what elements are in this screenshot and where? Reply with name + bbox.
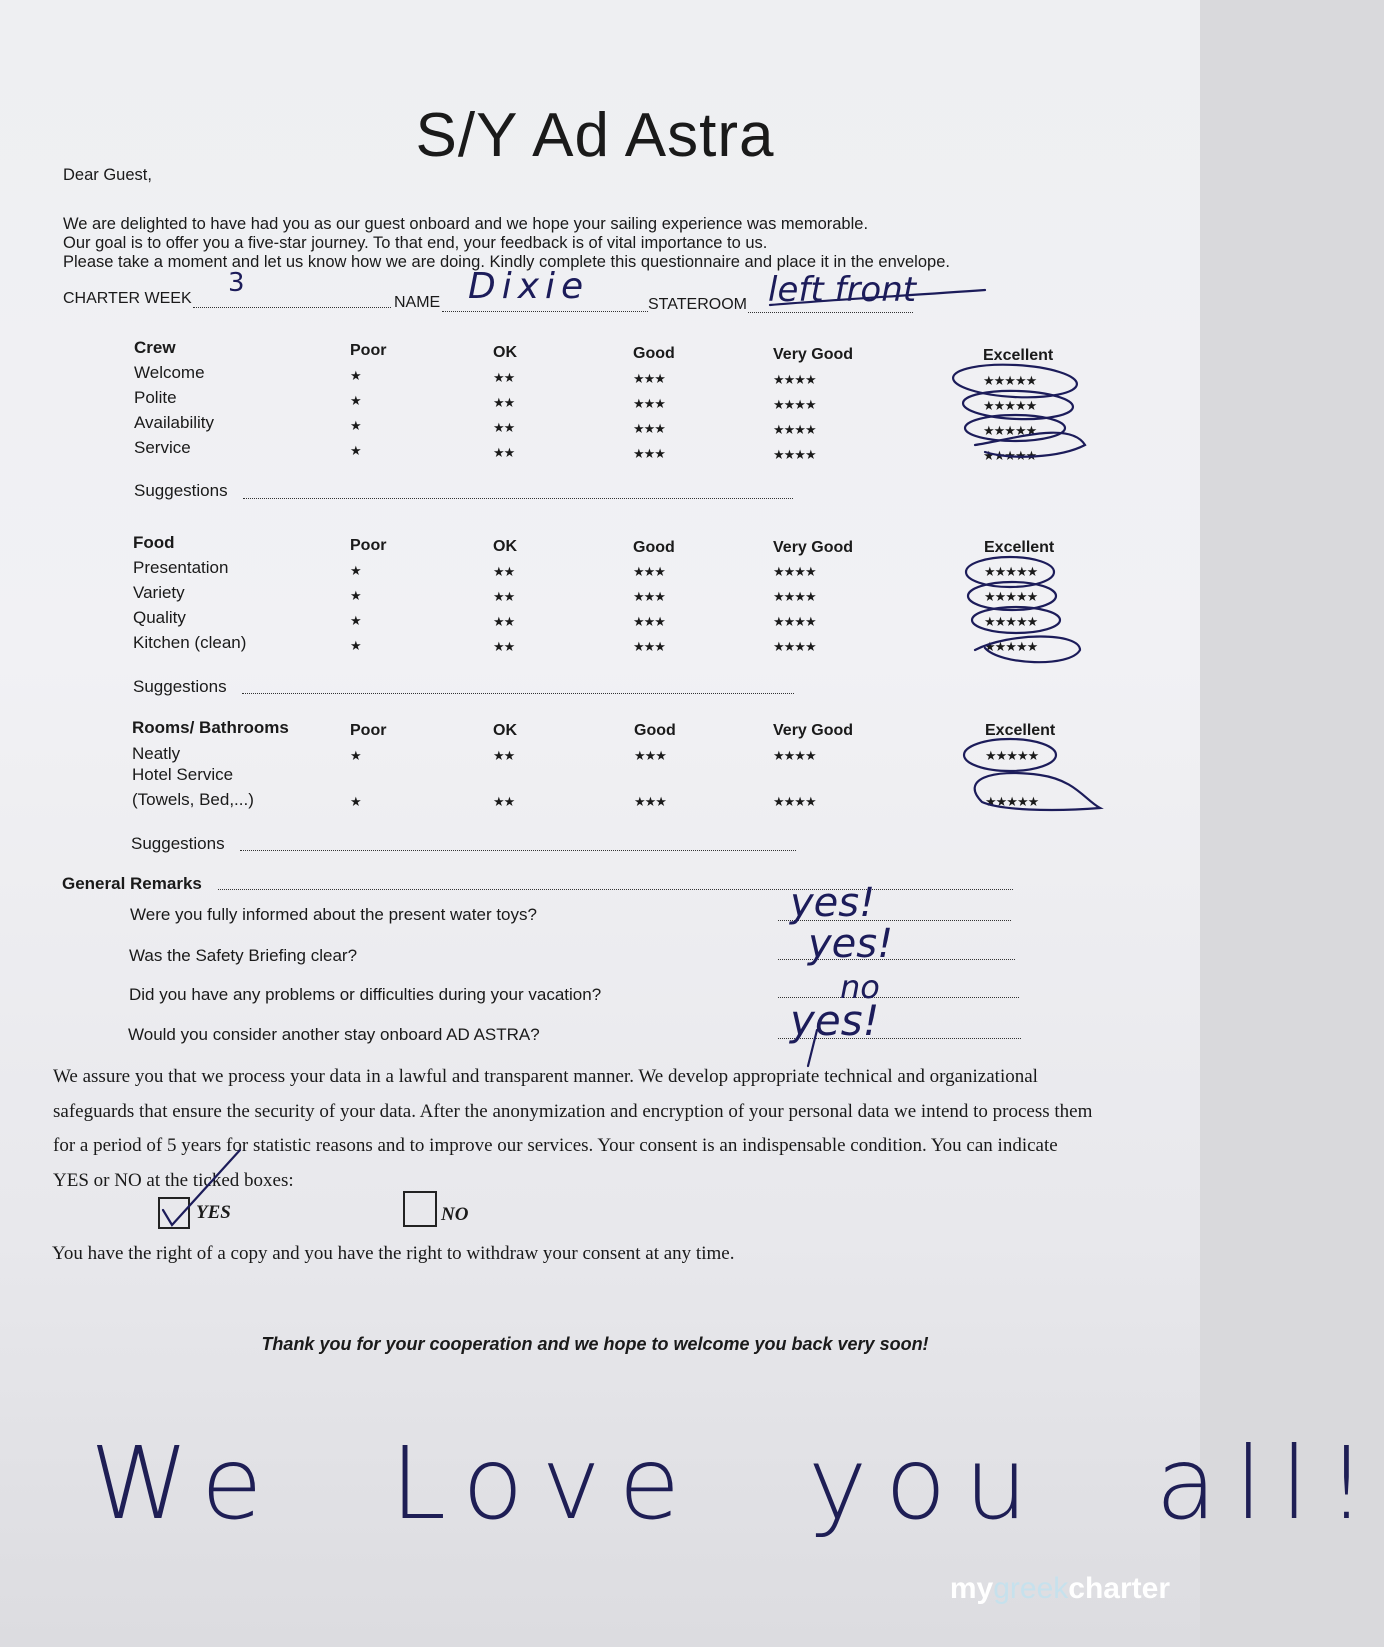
name-label: NAME: [394, 294, 441, 311]
greeting: Dear Guest,: [63, 166, 152, 184]
logo-part-my: my: [949, 1572, 994, 1605]
col-excellent: Excellent: [983, 347, 1054, 364]
question-safety-briefing: Was the Safety Briefing clear?: [129, 946, 358, 965]
row-label: Neatly: [132, 744, 181, 763]
rating-5-star[interactable]: ★★★★★: [983, 373, 1037, 388]
section-title-food: Food: [133, 533, 175, 552]
consent-no-checkbox[interactable]: [403, 1191, 437, 1227]
rating-1-star[interactable]: ★: [350, 638, 361, 653]
row-label: Kitchen (clean): [133, 633, 247, 652]
rating-2-star[interactable]: ★★: [493, 748, 515, 763]
row-label: Polite: [134, 388, 177, 407]
col-good: Good: [633, 539, 675, 556]
row-label: Quality: [133, 608, 186, 627]
thanks-message: Thank you for your cooperation and we hope to welcome you back very soon!: [261, 1334, 929, 1354]
suggestions-label: Suggestions: [133, 677, 227, 696]
rating-1-star[interactable]: ★: [350, 393, 361, 408]
stateroom-value[interactable]: left front: [768, 270, 917, 310]
suggestions-label: Suggestions: [131, 834, 225, 853]
intro-line-3: Please take a moment and let us know how we are doing. Kindly complete this questionnaire and place it in the envelope.: [63, 253, 950, 271]
stateroom-line: [748, 312, 913, 313]
rating-4-star[interactable]: ★★★★: [773, 397, 816, 412]
rating-2-star[interactable]: ★★: [493, 614, 515, 629]
rating-4-star[interactable]: ★★★★: [773, 372, 816, 387]
rating-1-star[interactable]: ★: [350, 368, 361, 383]
row-label: Availability: [134, 413, 215, 432]
rating-3-star[interactable]: ★★★: [633, 396, 665, 411]
col-excellent: Excellent: [984, 539, 1055, 556]
consent-line-1: We assure you that we process your data in a lawful and transparent manner. We develop appropriate technical and organizational: [53, 1066, 1038, 1087]
rating-5-star[interactable]: ★★★★★: [983, 398, 1037, 413]
col-ok: OK: [493, 722, 517, 739]
rating-1-star[interactable]: ★: [350, 748, 361, 763]
rating-4-star[interactable]: ★★★★: [773, 564, 816, 579]
consent-yes-label: YES: [196, 1202, 231, 1223]
stateroom-label: STATEROOM: [648, 296, 747, 313]
col-poor: Poor: [350, 342, 387, 359]
row-label: Variety: [133, 583, 185, 602]
question-another-stay: Would you consider another stay onboard AD ASTRA?: [128, 1025, 540, 1044]
answer-problems[interactable]: no: [840, 968, 880, 1006]
consent-line-3: for a period of 5 years for statistic reasons and to improve our services. Your consent is an indispensable condition. You can indicate: [53, 1135, 1058, 1156]
form-title: S/Y Ad Astra: [415, 101, 775, 170]
rating-2-star[interactable]: ★★: [493, 639, 515, 654]
handwritten-note: We Love you all!: [90, 1425, 1384, 1542]
rating-5-star[interactable]: ★★★★★: [983, 423, 1037, 438]
rating-4-star[interactable]: ★★★★: [773, 447, 816, 462]
col-excellent: Excellent: [985, 722, 1056, 739]
rating-4-star[interactable]: ★★★★: [773, 639, 816, 654]
rating-3-star[interactable]: ★★★: [634, 794, 666, 809]
rating-1-star[interactable]: ★: [350, 418, 361, 433]
suggestions-line[interactable]: [243, 498, 793, 499]
rating-5-star[interactable]: ★★★★★: [984, 564, 1038, 579]
answer-another-stay[interactable]: yes!: [790, 996, 880, 1045]
name-value[interactable]: Dixie: [468, 266, 590, 307]
consent-yes-checkbox[interactable]: [158, 1197, 190, 1229]
rating-3-star[interactable]: ★★★: [633, 639, 665, 654]
rating-2-star[interactable]: ★★: [493, 445, 515, 460]
col-good: Good: [633, 345, 675, 362]
section-title-rooms: Rooms/ Bathrooms: [132, 718, 289, 737]
answer-safety-briefing[interactable]: yes!: [808, 921, 894, 967]
rating-5-star[interactable]: ★★★★★: [983, 448, 1037, 463]
rating-5-star[interactable]: ★★★★★: [985, 748, 1039, 763]
col-very-good: Very Good: [773, 346, 854, 363]
rating-3-star[interactable]: ★★★: [633, 421, 665, 436]
general-remarks-label: General Remarks: [62, 874, 202, 893]
suggestions-line[interactable]: [240, 850, 796, 851]
rating-1-star[interactable]: ★: [350, 443, 361, 458]
rating-2-star[interactable]: ★★: [493, 370, 515, 385]
rating-4-star[interactable]: ★★★★: [773, 589, 816, 604]
col-very-good: Very Good: [773, 539, 854, 556]
logo-part-charter: charter: [1068, 1572, 1170, 1605]
col-ok: OK: [493, 538, 517, 555]
consent-rights: You have the right of a copy and you have the right to withdraw your consent at any time.: [52, 1243, 735, 1264]
rating-3-star[interactable]: ★★★: [633, 564, 665, 579]
rating-3-star[interactable]: ★★★: [633, 371, 665, 386]
intro-paragraph: [63, 215, 950, 272]
suggestions-label: Suggestions: [134, 481, 228, 500]
consent-line-2: safeguards that ensure the security of your data. After the anonymization and encryption of your personal data we intend to process them: [53, 1101, 1093, 1122]
name-line: [442, 311, 648, 312]
suggestions-line[interactable]: [242, 693, 794, 694]
rating-1-star[interactable]: ★: [350, 794, 361, 809]
charter-week-line: [193, 307, 391, 308]
row-label: Hotel Service: [132, 765, 234, 784]
rating-3-star[interactable]: ★★★: [634, 748, 666, 763]
rating-1-star[interactable]: ★: [350, 613, 361, 628]
rating-4-star[interactable]: ★★★★: [773, 748, 816, 763]
consent-line-4: YES or NO at the ticked boxes:: [53, 1170, 294, 1191]
rating-2-star[interactable]: ★★: [493, 395, 515, 410]
logo-part-greek: greek: [993, 1572, 1069, 1605]
mygreekcharter-logo: [950, 1572, 1170, 1606]
row-label: Welcome: [134, 363, 205, 382]
charter-week-label: CHARTER WEEK: [63, 290, 192, 307]
col-poor: Poor: [350, 722, 387, 739]
row-label-continuation: (Towels, Bed,...): [132, 790, 254, 809]
rating-1-star[interactable]: ★: [350, 563, 361, 578]
rating-2-star[interactable]: ★★: [493, 794, 515, 809]
consent-no-label: NO: [441, 1204, 469, 1225]
col-very-good: Very Good: [773, 722, 854, 739]
intro-line-1: We are delighted to have had you as our guest onboard and we hope your sailing experience was memorable.: [63, 215, 869, 233]
row-label: Service: [134, 438, 191, 457]
col-ok: OK: [493, 344, 517, 361]
general-remarks-line[interactable]: [218, 889, 1013, 890]
rating-2-star[interactable]: ★★: [493, 564, 515, 579]
question-water-toys: Were you fully informed about the present water toys?: [130, 905, 537, 924]
rating-5-star[interactable]: ★★★★★: [985, 794, 1039, 809]
rating-4-star[interactable]: ★★★★: [773, 794, 816, 809]
intro-line-2: Our goal is to offer you a five-star journey. To that end, your feedback is of vital importance to us.: [63, 234, 768, 252]
section-title-crew: Crew: [134, 338, 176, 357]
answer-water-toys[interactable]: yes!: [790, 880, 876, 926]
rating-5-star[interactable]: ★★★★★: [984, 614, 1038, 629]
rating-3-star[interactable]: ★★★: [633, 614, 665, 629]
col-poor: Poor: [350, 537, 387, 554]
row-label: Presentation: [133, 558, 229, 577]
rating-5-star[interactable]: ★★★★★: [984, 639, 1038, 654]
rating-1-star[interactable]: ★: [350, 588, 361, 603]
rating-5-star[interactable]: ★★★★★: [984, 589, 1038, 604]
col-good: Good: [634, 722, 676, 739]
charter-week-value[interactable]: 3: [228, 268, 245, 298]
rating-4-star[interactable]: ★★★★: [773, 422, 816, 437]
rating-2-star[interactable]: ★★: [493, 420, 515, 435]
rating-3-star[interactable]: ★★★: [633, 446, 665, 461]
rating-2-star[interactable]: ★★: [493, 589, 515, 604]
rating-3-star[interactable]: ★★★: [633, 589, 665, 604]
question-problems: Did you have any problems or difficulties during your vacation?: [129, 985, 602, 1004]
rating-4-star[interactable]: ★★★★: [773, 614, 816, 629]
